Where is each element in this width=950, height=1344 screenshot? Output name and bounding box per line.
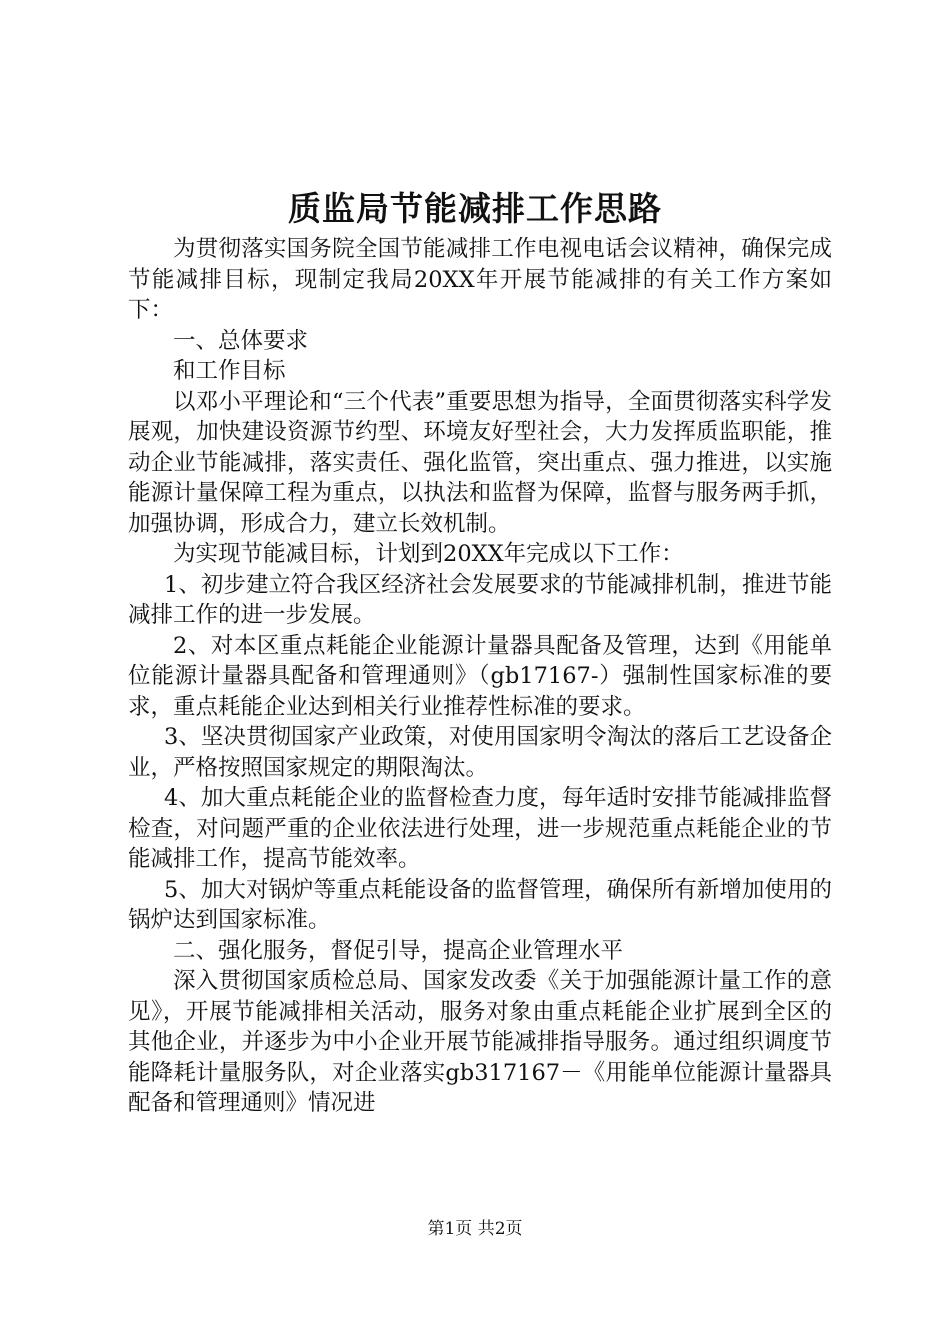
list-item-4: 4、加大重点耗能企业的监督检查力度，每年适时安排节能减排监督检查，对问题严重的企业依法进行处理，进一步规范重点耗能企业的节能减排工作，提高节能效率。 <box>128 785 832 872</box>
heading-work-goals: 和工作目标 <box>173 358 286 384</box>
heading-strengthen-service: 二、强化服务，督促引导，提高企业管理水平 <box>173 937 624 964</box>
heading-general-requirements: 一、总体要求 <box>173 327 309 354</box>
document-body <box>128 234 832 1119</box>
list-item-1: 1、初步建立符合我区经济社会发展要求的节能减排机制，推进节能减排工作的进一步发展。 <box>128 571 832 628</box>
paragraph-intro: 为贯彻落实国务院全国节能减排工作电视电话会议精神，确保完成节能减排目标，现制定我局20XX年开展节能减排的有关工作方案如下： <box>128 236 832 323</box>
paragraph-plan-intro: 为实现节能减目标，计划到20XX年完成以下工作： <box>173 541 684 567</box>
page-footer: 第1页 共2页 <box>427 1219 523 1239</box>
list-item-3: 3、坚决贯彻国家产业政策，对使用国家明令淘汰的落后工艺设备企业，严格按照国家规定的期限淘汰。 <box>128 724 832 781</box>
list-item-2: 2、对本区重点耗能企业能源计量器具配备及管理，达到《用能单位能源计量器具配备和管理通则》（gb17167-）强制性国家标准的要求，重点耗能企业达到相关行业推荐性标准的要求。 <box>128 632 832 720</box>
paragraph-guiding-principle: 以邓小平理论和“三个代表”重要思想为指导，全面贯彻落实科学发展观，加快建设资源节约型、环境友好型社会，大力发挥质监职能，推动企业节能减排，落实责任、强化监管，突出重点、强力推进，以实施能源计量保障工程为重点，以执法和监督为保障，监督与服务两手抓，加强协调，形成合力，建立长效机制。 <box>128 388 832 537</box>
list-item-5: 5、加大对锅炉等重点耗能设备的监督管理，确保所有新增加使用的锅炉达到国家标准。 <box>128 876 832 933</box>
document-title: 质监局节能减排工作思路 <box>288 189 662 228</box>
paragraph-service-detail: 深入贯彻国家质检总局、国家发改委《关于加强能源计量工作的意见》，开展节能减排相关活动，服务对象由重点耗能企业扩展到全区的其他企业，并逐步为中小企业开展节能减排指导服务。通过组织调度节能降耗计量服务队，对企业落实gb317167－《用能单位能源计量器具配备和管理通则》情况进 <box>128 968 832 1116</box>
